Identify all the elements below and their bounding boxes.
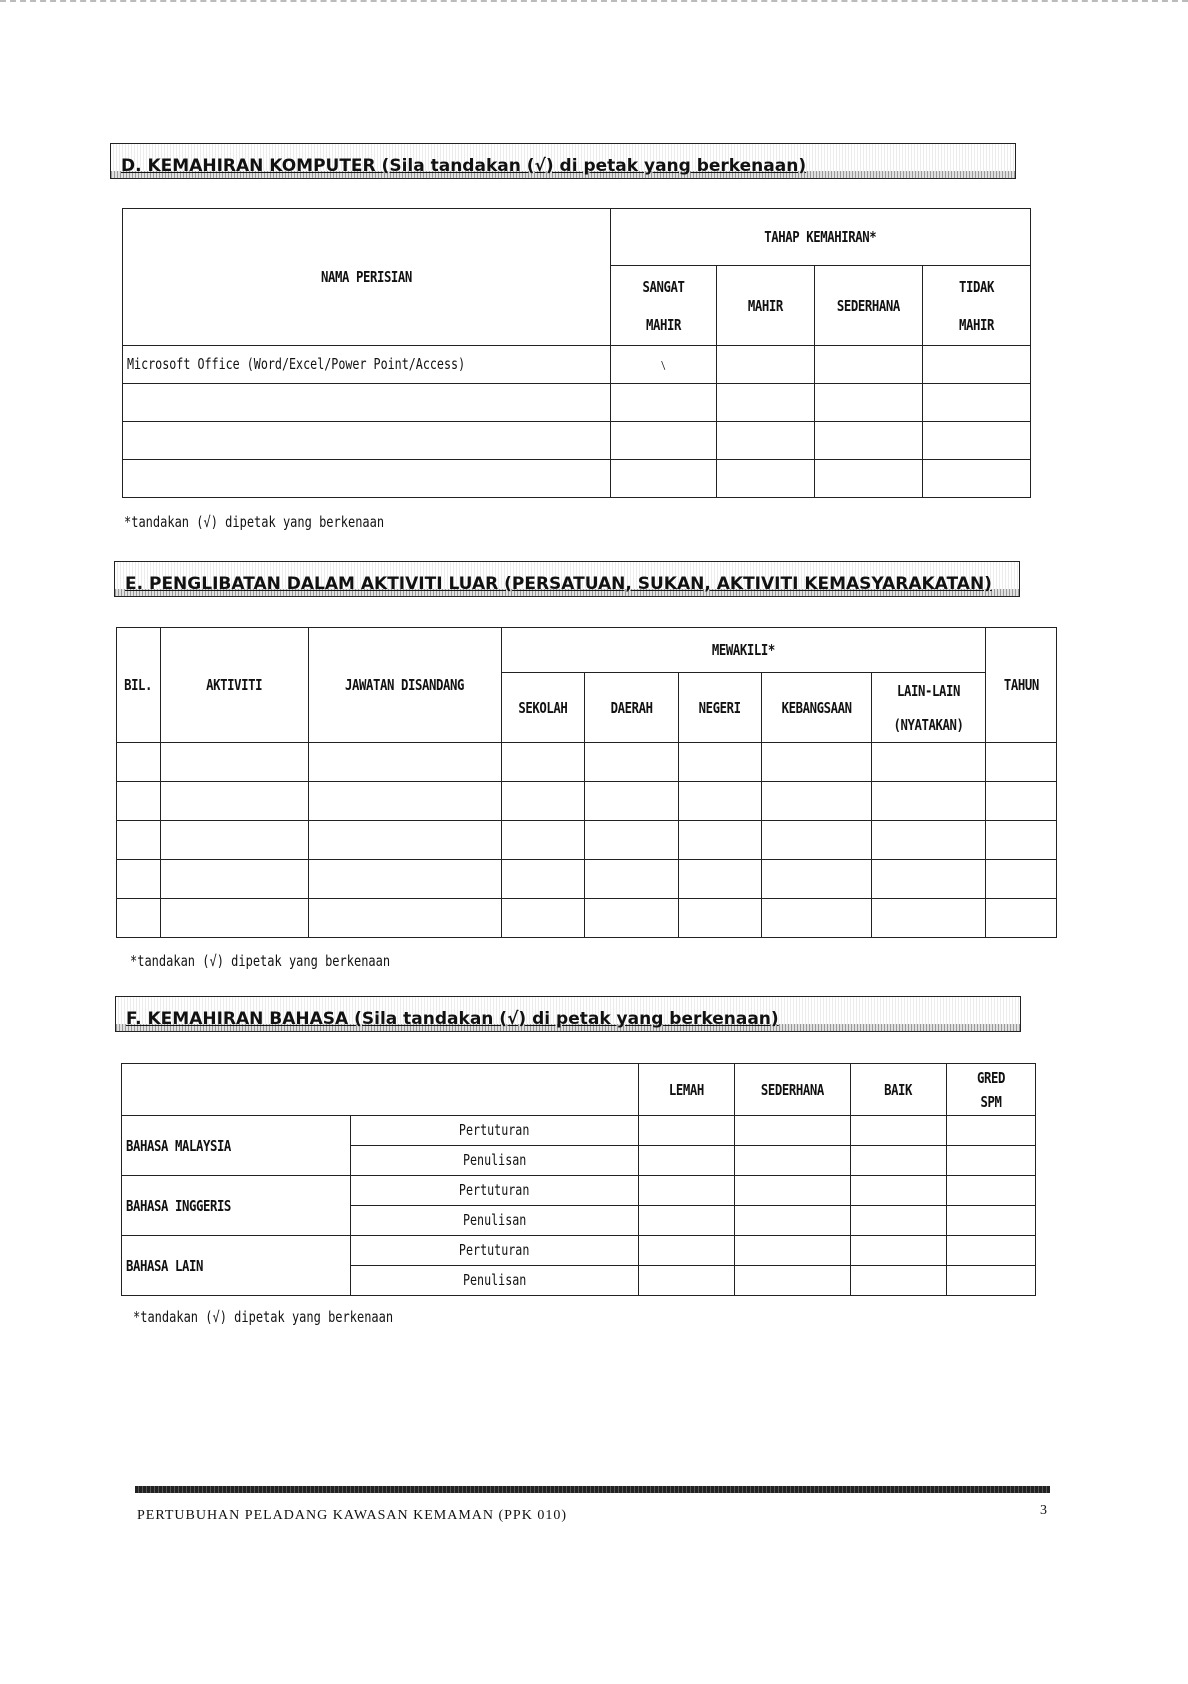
section-f-title: F. KEMAHIRAN BAHASA (Sila tandakan (√) di petak yang berkenaan) — [126, 1009, 779, 1029]
table-row — [117, 899, 1057, 938]
checkbox-cell[interactable] — [717, 422, 815, 460]
checkbox-cell[interactable] — [717, 460, 815, 498]
aktiviti-cell[interactable] — [161, 860, 309, 899]
section-e-header — [114, 561, 1020, 597]
checkbox-cell[interactable] — [639, 1206, 735, 1236]
jawatan-cell[interactable] — [309, 782, 502, 821]
level-sederhana: SEDERHANA — [815, 266, 923, 346]
checkbox-cell[interactable] — [585, 782, 679, 821]
aktiviti-cell[interactable] — [161, 782, 309, 821]
level-sekolah: SEKOLAH — [502, 673, 585, 743]
checkbox-cell[interactable] — [611, 422, 717, 460]
checkbox-cell[interactable] — [735, 1206, 851, 1236]
software-cell[interactable] — [123, 422, 611, 460]
language-skills-table — [121, 1063, 1036, 1296]
checkbox-cell[interactable] — [639, 1116, 735, 1146]
gred-cell[interactable] — [947, 1146, 1036, 1176]
checkbox-cell[interactable] — [639, 1176, 735, 1206]
language-name: BAHASA INGGERIS — [122, 1176, 351, 1236]
level-mahir: MAHIR — [717, 266, 815, 346]
software-cell[interactable]: Microsoft Office (Word/Excel/Power Point/Access) — [123, 346, 611, 384]
checkbox-cell[interactable] — [502, 899, 585, 938]
scan-edge — [0, 0, 1188, 5]
section-f-note: *tandakan (√) dipetak yang berkenaan — [133, 1308, 394, 1326]
checkbox-cell[interactable] — [872, 782, 986, 821]
language-name: BAHASA LAIN — [122, 1236, 351, 1296]
checkbox-cell[interactable] — [611, 384, 717, 422]
gred-cell[interactable] — [947, 1266, 1036, 1296]
tahun-cell[interactable] — [986, 899, 1057, 938]
checkbox-cell[interactable] — [872, 860, 986, 899]
tahun-cell[interactable] — [986, 860, 1057, 899]
software-cell[interactable] — [123, 384, 611, 422]
checkbox-cell[interactable] — [872, 821, 986, 860]
skill-label: Penulisan — [351, 1266, 639, 1296]
table-row — [123, 460, 1031, 498]
level-lain-lain: LAIN-LAIN (NYATAKAN) — [872, 673, 986, 743]
checkbox-cell[interactable] — [611, 460, 717, 498]
jawatan-cell[interactable] — [309, 743, 502, 782]
section-d-header — [110, 143, 1016, 179]
software-cell[interactable] — [123, 460, 611, 498]
level-negeri: NEGERI — [679, 673, 762, 743]
checkbox-cell[interactable] — [851, 1206, 947, 1236]
table-row — [117, 782, 1057, 821]
bil-cell[interactable] — [117, 821, 161, 860]
table-row — [117, 743, 1057, 782]
col-gred-spm: GRED SPM — [947, 1064, 1036, 1116]
checkbox-cell[interactable] — [851, 1146, 947, 1176]
checkbox-cell[interactable] — [923, 460, 1031, 498]
checkbox-cell[interactable] — [735, 1116, 851, 1146]
table-row — [117, 860, 1057, 899]
gred-cell[interactable] — [947, 1116, 1036, 1146]
language-name: BAHASA MALAYSIA — [122, 1116, 351, 1176]
checkbox-cell[interactable] — [735, 1146, 851, 1176]
col-group-tahap-kemahiran: TAHAP KEMAHIRAN* — [611, 209, 1031, 266]
checkbox-cell[interactable] — [872, 743, 986, 782]
level-lemah: LEMAH — [639, 1064, 735, 1116]
checkbox-cell[interactable] — [762, 899, 872, 938]
table-row — [122, 1116, 1036, 1146]
level-baik: BAIK — [851, 1064, 947, 1116]
bil-cell[interactable] — [117, 782, 161, 821]
gred-cell[interactable] — [947, 1176, 1036, 1206]
bil-cell[interactable] — [117, 743, 161, 782]
skill-label: Pertuturan — [351, 1236, 639, 1266]
checkbox-cell[interactable] — [762, 860, 872, 899]
table-row — [117, 821, 1057, 860]
aktiviti-cell[interactable] — [161, 821, 309, 860]
checkbox-cell[interactable] — [851, 1236, 947, 1266]
table-row — [122, 1176, 1036, 1206]
table-row — [123, 346, 1031, 384]
checkbox-cell[interactable] — [762, 821, 872, 860]
col-bil: BIL. — [117, 628, 161, 743]
jawatan-cell[interactable] — [309, 899, 502, 938]
checkbox-cell[interactable] — [585, 899, 679, 938]
checkbox-cell[interactable] — [502, 821, 585, 860]
table-row — [122, 1236, 1036, 1266]
col-aktiviti: AKTIVITI — [161, 628, 309, 743]
tahun-cell[interactable] — [986, 743, 1057, 782]
checkbox-cell[interactable] — [851, 1116, 947, 1146]
bil-cell[interactable] — [117, 860, 161, 899]
col-tahun: TAHUN — [986, 628, 1057, 743]
col-nama-perisian: NAMA PERISIAN — [123, 209, 611, 346]
checkbox-cell[interactable] — [585, 743, 679, 782]
checkbox-cell[interactable] — [762, 743, 872, 782]
checkbox-cell[interactable] — [679, 899, 762, 938]
activities-table — [116, 627, 1057, 938]
level-kebangsaan: KEBANGSAAN — [762, 673, 872, 743]
tahun-cell[interactable] — [986, 782, 1057, 821]
aktiviti-cell[interactable] — [161, 743, 309, 782]
computer-skills-table — [122, 208, 1031, 498]
checkbox-cell[interactable] — [815, 346, 923, 384]
checkbox-cell[interactable] — [639, 1236, 735, 1266]
level-sangat-mahir: SANGAT MAHIR — [611, 266, 717, 346]
checkbox-cell[interactable] — [639, 1266, 735, 1296]
checkbox-cell[interactable] — [851, 1176, 947, 1206]
checkbox-cell[interactable] — [585, 821, 679, 860]
section-d-note: *tandakan (√) dipetak yang berkenaan — [124, 513, 385, 531]
footer-organization: PERTUBUHAN PELADANG KAWASAN KEMAMAN (PPK 010) — [137, 1508, 567, 1523]
checkbox-cell[interactable] — [923, 384, 1031, 422]
checkbox-cell[interactable] — [639, 1146, 735, 1176]
section-d-title: D. KEMAHIRAN KOMPUTER (Sila tandakan (√) di petak yang berkenaan) — [121, 156, 807, 176]
checkbox-cell[interactable] — [851, 1266, 947, 1296]
skill-label: Pertuturan — [351, 1176, 639, 1206]
checkbox-cell[interactable] — [735, 1266, 851, 1296]
checkbox-cell[interactable] — [679, 821, 762, 860]
section-e-title: E. PENGLIBATAN DALAM AKTIVITI LUAR (PERSATUAN, SUKAN, AKTIVITI KEMASYARAKATAN) — [125, 574, 992, 594]
checkbox-cell[interactable] — [762, 782, 872, 821]
section-f-header — [115, 996, 1021, 1032]
jawatan-cell[interactable] — [309, 860, 502, 899]
checkbox-cell[interactable] — [872, 899, 986, 938]
page-number: 3 — [1040, 1503, 1047, 1518]
level-daerah: DAERAH — [585, 673, 679, 743]
checkbox-cell[interactable] — [585, 860, 679, 899]
checkbox-cell[interactable] — [815, 460, 923, 498]
checkbox-cell[interactable] — [502, 860, 585, 899]
header-blank — [122, 1064, 639, 1116]
checkbox-cell[interactable] — [679, 782, 762, 821]
table-row — [123, 384, 1031, 422]
jawatan-cell[interactable] — [309, 821, 502, 860]
col-jawatan-disandang: JAWATAN DISANDANG — [309, 628, 502, 743]
bil-cell[interactable] — [117, 899, 161, 938]
checkbox-cell[interactable]: \ — [611, 346, 717, 384]
level-tidak-mahir: TIDAK MAHIR — [923, 266, 1031, 346]
checkbox-cell[interactable] — [815, 384, 923, 422]
skill-label: Penulisan — [351, 1206, 639, 1236]
checkbox-cell[interactable] — [923, 346, 1031, 384]
checkbox-cell[interactable] — [735, 1176, 851, 1206]
skill-label: Penulisan — [351, 1146, 639, 1176]
section-e-note: *tandakan (√) dipetak yang berkenaan — [130, 952, 391, 970]
table-row — [123, 422, 1031, 460]
gred-cell[interactable] — [947, 1206, 1036, 1236]
skill-label: Pertuturan — [351, 1116, 639, 1146]
checkbox-cell[interactable] — [735, 1236, 851, 1266]
aktiviti-cell[interactable] — [161, 899, 309, 938]
checkbox-cell[interactable] — [679, 743, 762, 782]
checkbox-cell[interactable] — [679, 860, 762, 899]
col-group-mewakili: MEWAKILI* — [502, 628, 986, 673]
checkbox-cell[interactable] — [502, 743, 585, 782]
footer-rule — [135, 1486, 1050, 1493]
checkbox-cell[interactable] — [717, 384, 815, 422]
checkbox-cell[interactable] — [815, 422, 923, 460]
checkbox-cell[interactable] — [502, 782, 585, 821]
level-sederhana: SEDERHANA — [735, 1064, 851, 1116]
gred-cell[interactable] — [947, 1236, 1036, 1266]
checkbox-cell[interactable] — [923, 422, 1031, 460]
tahun-cell[interactable] — [986, 821, 1057, 860]
checkbox-cell[interactable] — [717, 346, 815, 384]
